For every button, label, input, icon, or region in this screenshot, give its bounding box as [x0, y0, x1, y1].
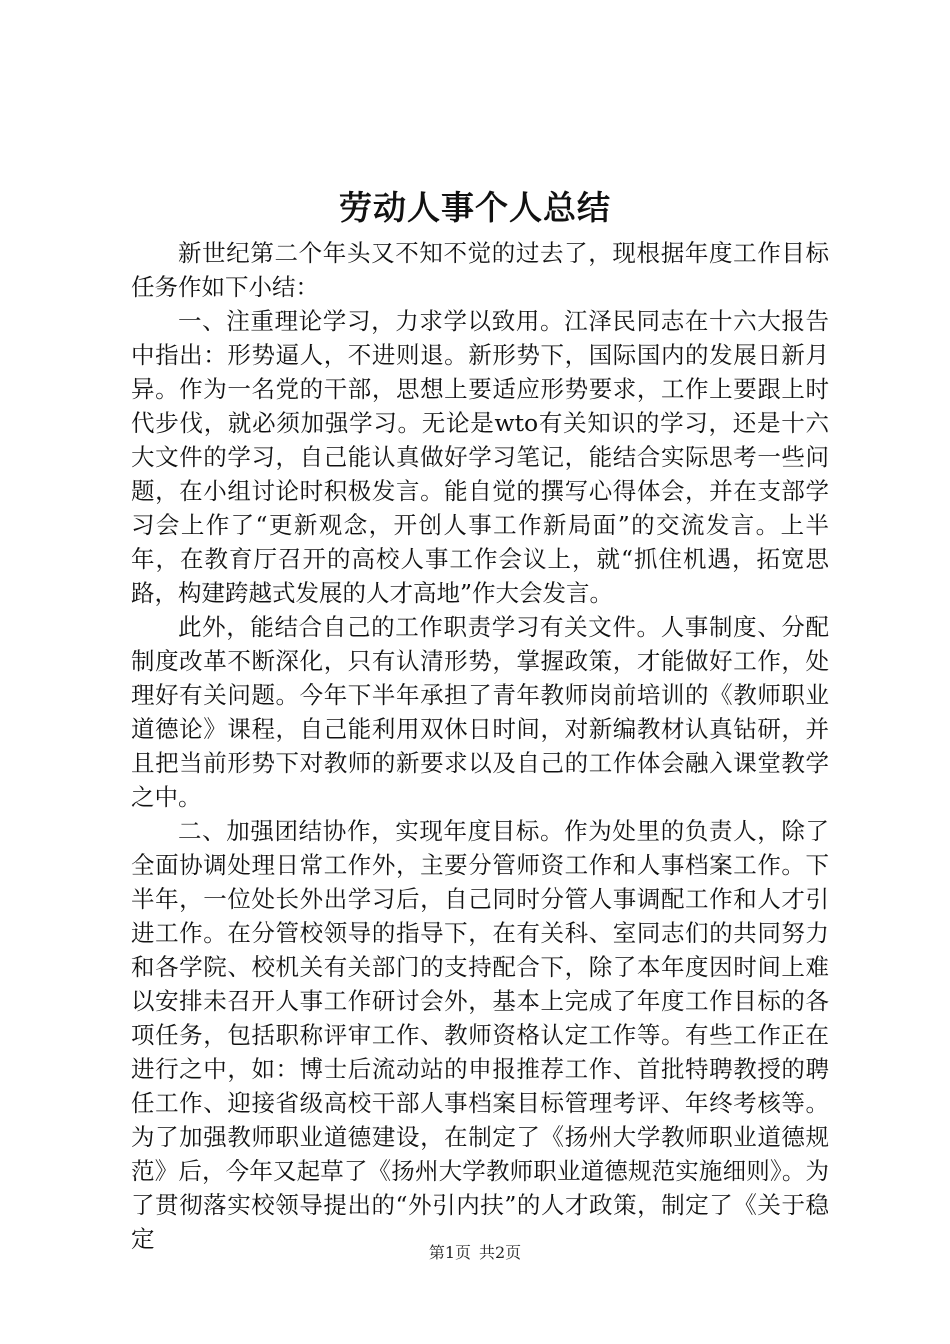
page-number: 第1页	[428, 1243, 471, 1262]
paragraph-theory-study: 一、注重理论学习，力求学以致用。江泽民同志在十六大报告中指出：形势逼人，不进则退。新形势下，国际国内的发展日新月异。作为一名党的干部，思想上要适应形势要求，工作上要跟上时代步伐，就必须加强学习。无论是wto有关知识的学习，还是十六大文件的学习，自己能认真做好学习笔记，能结合实际思考一些问题，在小组讨论时积极发言。能自觉的撰写心得体会，并在支部学习会上作了“更新观念，开创人事工作新局面”的交流发言。上半年，在教育厅召开的高校人事工作会议上，就“抓住机遇，拓宽思路，构建跨越式发展的人才高地”作大会发言。	[131, 307, 829, 607]
paragraph-teamwork: 二、加强团结协作，实现年度目标。作为处里的负责人，除了全面协调处理日常工作外，主要分管师资工作和人事档案工作。下半年，一位处长外出学习后，自己同时分管人事调配工作和人才引进工作。在分管校领导的指导下，在有关科、室同志们的共同努力和各学院、校机关有关部门的支持配合下，除了本年度因时间上难以安排未召开人事工作研讨会外，基本上完成了年度工作目标的各项任务，包括职称评审工作、教师资格认定工作等。有些工作正在进行之中，如：博士后流动站的申报推荐工作、首批特聘教授的聘任工作、迎接省级高校干部人事档案目标管理考评、年终考核等。为了加强教师职业道德建设，在制定了《扬州大学教师职业道德规范》后，今年又起草了《扬州大学教师职业道德规范实施细则》。为了贯彻落实校领导提出的“外引内扶”的人才政策，制定了《关于稳定	[131, 817, 829, 1253]
document-body	[131, 236, 829, 1256]
document-title: 劳动人事个人总结	[339, 188, 611, 227]
page-total: 共2页	[479, 1243, 522, 1262]
paragraph-intro: 新世纪第二个年头又不知不觉的过去了，现根据年度工作目标任务作如下小结：	[131, 239, 829, 301]
paragraph-job-study: 此外，能结合自己的工作职责学习有关文件。人事制度、分配制度改革不断深化，只有认清形势，掌握政策，才能做好工作，处理好有关问题。今年下半年承担了青年教师岗前培训的《教师职业道德论》课程，自己能利用双休日时间，对新编教材认真钻研，并且把当前形势下对教师的新要求以及自己的工作体会融入课堂教学之中。	[131, 613, 829, 811]
page-footer	[0, 1242, 950, 1264]
